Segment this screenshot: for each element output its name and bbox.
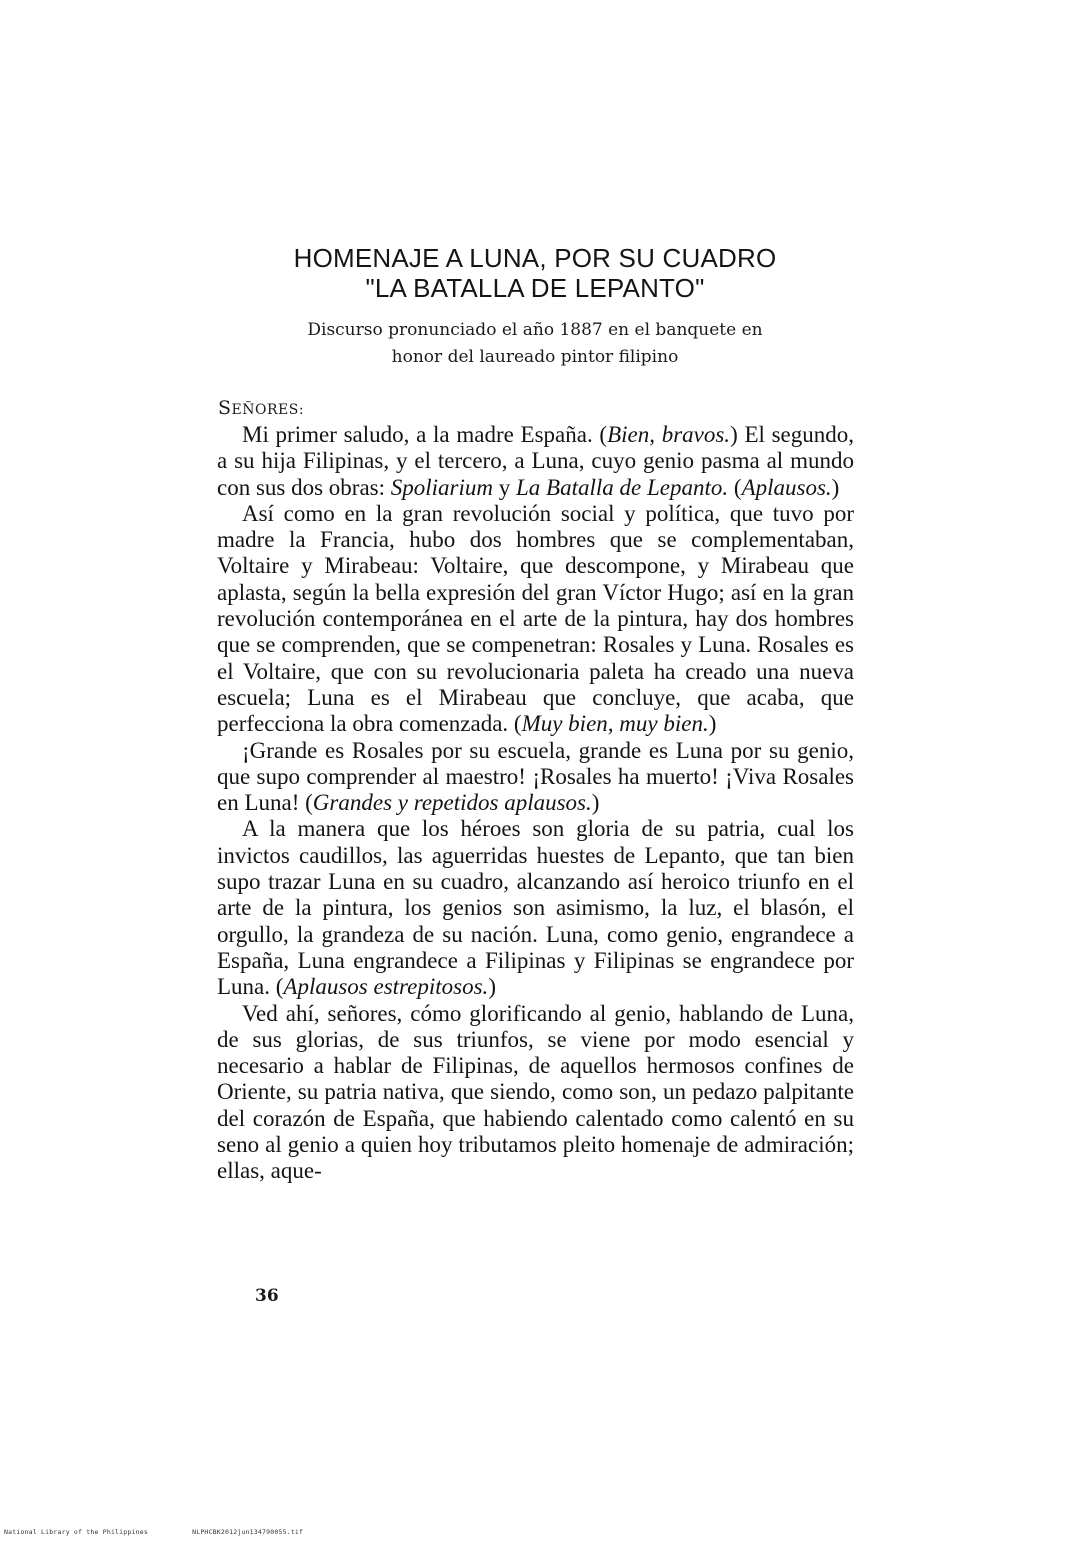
artwork-title: Spoliarium: [390, 474, 494, 500]
paragraph-3: [217, 738, 854, 817]
text-run: y: [493, 474, 517, 500]
salutation-initial: S: [218, 397, 232, 419]
paragraph-4: [217, 816, 854, 1000]
scan-footer: [4, 1528, 343, 1536]
title-line-1: HOMENAJE A LUNA, POR SU CUADRO: [293, 243, 777, 273]
salutation: [218, 396, 304, 422]
file-identifier: NLPHCBK2012jun134790055.tif: [192, 1528, 304, 1536]
text-run: ¡Grande es Rosales por su escuela, grande es Luna por su genio, que supo comprender al maestro! ¡Rosales ha muerto! ¡Viva Rosales en Luna! (: [217, 737, 854, 816]
stage-direction: Bien, bravos.: [607, 422, 731, 447]
text-run: A la manera que los héroes son gloria de su patria, cual los invictos caudillos, las aguerridas huestes de Lepanto, que tan bien supo trazar Luna en su cuadro, alcanzando así heroico triunfo en el arte de la pintura, los genios son asimismo, la luz, el blasón, el orgullo, la grandeza de su nación. Luna, como genio, engrandece a España, Luna engrandece a Filipinas y Filipinas se engrandece por Luna. (: [217, 816, 854, 1000]
text-run: ) El segundo, a su hija Filipinas, y el tercero, a Luna, cuyo genio pasma al mundo con sus dos obras:: [217, 422, 855, 500]
title-line-2: "LA BATALLA DE LEPANTO": [365, 273, 705, 303]
text-run: ): [591, 790, 600, 816]
library-name: National Library of the Philippines: [4, 1528, 148, 1536]
subtitle-line-2: honor del laureado pintor filipino: [391, 347, 679, 367]
article-subtitle: [215, 317, 855, 371]
page-number: 36: [255, 1286, 279, 1306]
paragraph-5: [217, 1001, 854, 1185]
paragraph-2: [217, 501, 854, 738]
text-run: ): [708, 711, 717, 737]
speech-body: [217, 422, 854, 1185]
article-title: [215, 243, 855, 303]
text-run: ): [831, 474, 840, 500]
text-run: Así como en la gran revolución social y política, que tuvo por madre la Francia, hubo dos hombres que se complementaban, Voltaire y Mirabeau: Voltaire, que descompone, y Mirabeau que aplasta, según la bella expresión del gran Víctor Hugo; así en la gran revolución contemporánea en el arte de la pintura, hay dos hombres que se comprenden, que se compenetran: Rosales y Luna. Rosales es el Voltaire, que con su revolucionaria paleta ha creado una nueva escuela; Luna es el Mirabeau que concluye, que acaba, que perfecciona la obra comenzada. (: [217, 500, 854, 737]
artwork-title: La Batalla de Lepanto.: [516, 474, 729, 500]
subtitle-line-1: Discurso pronunciado el año 1887 en el banquete en: [307, 320, 763, 340]
salutation-rest: EÑORES:: [231, 402, 305, 418]
stage-direction: Aplausos.: [741, 474, 832, 500]
stage-direction: Grandes y repetidos aplausos.: [312, 790, 592, 816]
stage-direction: Muy bien, muy bien.: [521, 711, 709, 737]
text-run: Mi primer saludo, a la madre España. (: [242, 422, 608, 447]
paragraph-1: [217, 422, 854, 501]
stage-direction: Aplausos estrepitosos.: [283, 974, 489, 1000]
text-run: ): [488, 974, 496, 1000]
text-run: (: [728, 474, 742, 500]
text-run: Ved ahí, señores, cómo glorificando al genio, hablando de Luna, de sus glorias, de sus triunfos, se viene por modo esencial y necesario a hablar de Filipinas, de aquellos hermosos confines de Oriente, su patria nativa, que siendo, como son, un pedazo palpitante del corazón de España, que habiendo calentado como calentó en su seno al genio a quien hoy tributamos pleito homenaje de admiración; ellas, aque-: [217, 1000, 854, 1184]
